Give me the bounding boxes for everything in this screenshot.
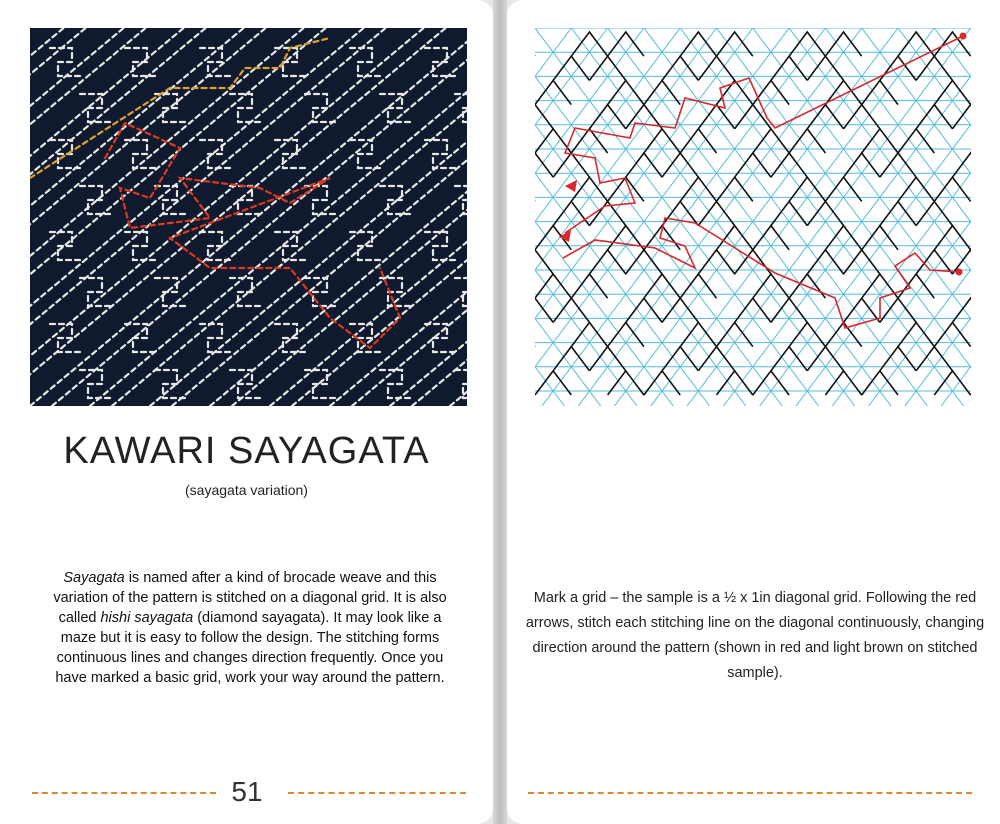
footer-divider-right: [288, 792, 466, 794]
footer-divider-right-page: [528, 792, 972, 794]
description-part-1: is named after a kind of brocade weave and this variation of the pattern is stitched on a diagonal grid. It is also called: [53, 570, 447, 626]
grid-lines: [535, 28, 971, 406]
italic-term-hishi-sayagata: hishi sayagata: [100, 610, 194, 626]
path-start-dot: [960, 33, 967, 40]
pattern-subtitle: (sayagata variation): [185, 482, 308, 498]
stitch-diagram: [535, 28, 971, 406]
page-number: 51: [231, 776, 263, 807]
italic-term-sayagata: Sayagata: [63, 570, 125, 586]
pattern-title: KAWARI SAYAGATA: [63, 430, 430, 472]
instruction-text: Mark a grid – the sample is a ½ x 1in diagonal grid. Following the red arrows, stitch each stitching line on the diagonal continuously, changing direction around the pattern (shown in red and light brown on stitched sample).: [525, 590, 985, 681]
description-text: [40, 568, 460, 688]
path-start-dot: [956, 269, 963, 276]
book-gutter: [493, 0, 507, 824]
description-part-2: (diamond sayagata). It may look like a maze but it is easy to follow the design. The stitching forms continuous lines and changes direction frequently. Once you have marked a basic grid, work your way around the pattern.: [55, 610, 445, 686]
footer-divider-left: [32, 792, 216, 794]
left-page: [0, 0, 493, 824]
sashiko-stitch-image: [30, 28, 467, 406]
stitched-sample-photo: [30, 28, 467, 406]
arrow-head-icon: [565, 180, 577, 192]
